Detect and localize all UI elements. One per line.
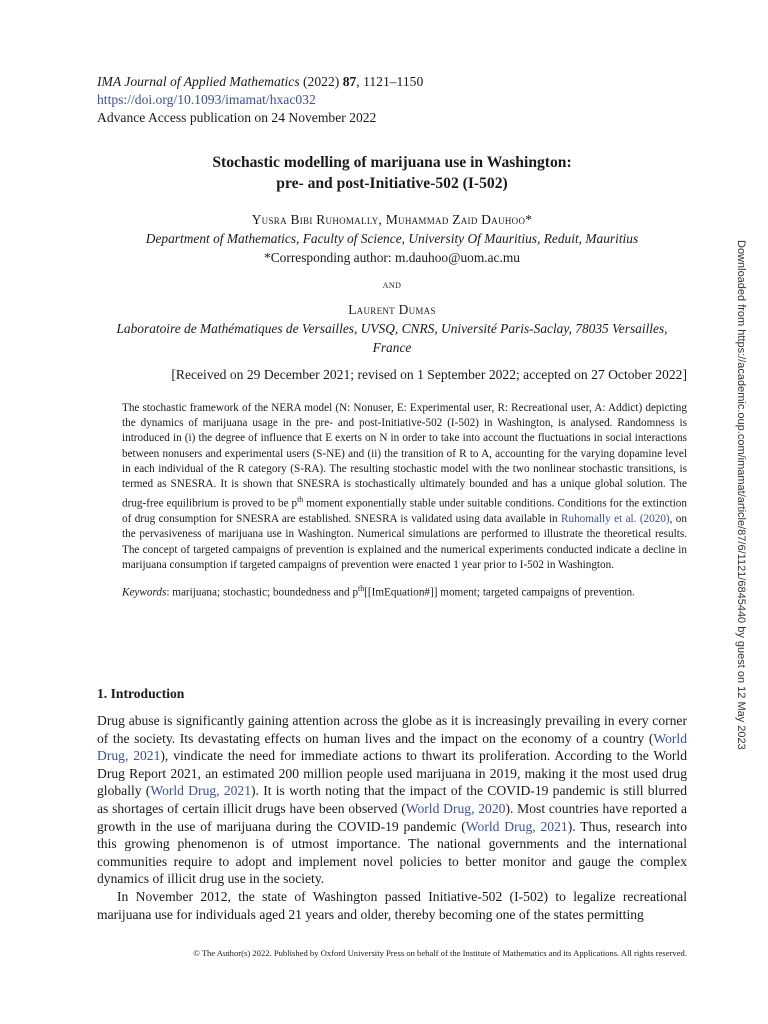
citation-link[interactable]: World Drug, 2020: [405, 800, 506, 816]
keywords-text-2: [[ImEquation#]] moment; targeted campaigns of prevention.: [364, 586, 635, 599]
keywords-text-1: : marijuana; stochastic; boundedness and p: [166, 586, 359, 599]
abstract-citation-link[interactable]: Ruhomally et al. (2020): [561, 513, 670, 526]
author-names: Yusra Bibi Ruhomally, Muhammad Zaid Dauhoo*: [251, 212, 533, 227]
body-text: [97, 712, 687, 923]
citation-link[interactable]: World Drug, 2021: [465, 818, 568, 834]
abstract: [122, 401, 687, 601]
download-watermark-text: Downloaded from https://academic.oup.com/imamat/article/87/6/1121/6845440 by guest on 12 May 2023: [735, 240, 747, 750]
abstract-part-1: The stochastic framework of the NERA model (N: Nonuser, E: Experimental user, R: Recreational user, A: Addict) depicting the dynamics of marijuana usage in the pre- and post-Initiative-502 (I-502) in Washington, is analysed. Randomness is introduced in (i) the degree of influence that E exerts on N in order to take into account the fluctuations in social interactions between nonusers and experimental users (S-NE) and (ii) the transition of R to A, accounting for the varying dopamine level in each individual of the R category (S-RA). The resulting stochastic model with the two nonlinear stochastic transitions, is termed as SNESRA. It is shown that SNESRA is stochastically ultimately bounded and has a unique global solution. The drug-free equilibrium is proved to be p: [122, 402, 687, 510]
abstract-part-3: , on the pervasiveness of marijuana use in Washington. Numerical simulations are performed to illustrate the theoretical results. The concept of targeted campaigns of prevention is explained and the numerical experiments conducted indicate a decline in marijuana consumption if targeted campaigns of prevention were enacted 1 year prior to I-502 in Washington.: [122, 513, 687, 571]
p1-text-c: ). It is worth noting that the impact of the COVID-19 pandemic is still blurred as shortages of certain illicit drugs have been observed (: [97, 783, 688, 816]
abstract-superscript: th: [297, 495, 304, 505]
paragraph-1: [97, 712, 687, 888]
author-block-2: [97, 300, 687, 357]
download-watermark: [733, 240, 747, 800]
author-block: [97, 210, 687, 267]
copyright-footer: © The Author(s) 2022. Published by Oxford University Press on behalf of the Institute of Mathematics and its Applications. All rights reserved.: [193, 948, 687, 958]
corresponding-author: *Corresponding author: m.dauhoo@uom.ac.mu: [264, 250, 520, 265]
doi-link[interactable]: https://doi.org/10.1093/imamat/hxac032: [97, 92, 316, 107]
author-and: and: [382, 277, 402, 291]
keywords-superscript: th: [358, 583, 365, 593]
journal-header: [97, 73, 423, 127]
citation-link[interactable]: World Drug, 2021: [97, 730, 687, 764]
advance-access: Advance Access publication on 24 November 2022: [97, 110, 377, 125]
article-title: [97, 152, 687, 194]
author-affiliation: Department of Mathematics, Faculty of Science, University Of Mauritius, Reduit, Mauritius: [145, 231, 639, 246]
keywords-label: Keywords: [122, 586, 167, 599]
author-affiliation-2: Laboratoire de Mathématiques de Versailles, UVSQ, CNRS, Université Paris-Saclay, 78035 Versailles, France: [116, 321, 668, 355]
p1-text-b: ), vindicate the need for immediate actions to thwart its proliferation. According to the World Drug Report 2021, an estimated 200 million people used marijuana in 2019, making it the most used drug globally (: [97, 748, 687, 799]
author-name-2: Laurent Dumas: [348, 302, 436, 317]
received-dates: [Received on 29 December 2021; revised on 1 September 2022; accepted on 27 October 2022]: [171, 367, 687, 382]
journal-citation: [97, 73, 423, 91]
journal-year: (2022): [303, 74, 340, 89]
journal-pages: , 1121–1150: [356, 74, 424, 89]
p1-text-d: ). Most countries have reported a growth in the use of marijuana during the COVID-19 pandemic (: [97, 800, 687, 834]
abstract-text: [122, 401, 687, 573]
paragraph-2: In November 2012, the state of Washington passed Initiative-502 (I-502) to legalize recreational marijuana use for individuals aged 21 years and older, thereby becoming one of the states permitting: [97, 888, 687, 922]
p1-text-a: Drug abuse is significantly gaining attention across the globe as it is increasingly prevailing in every corner of the society. Its devastating effects on human lives and the impact on the economy of a country (: [97, 713, 687, 746]
keywords: [122, 581, 687, 601]
p1-text-e: ). Thus, research into this growing phenomenon is of utmost importance. The national governments and the international communities require to adopt and implement novel policies to better monitor and gauge the complex dynamics of illicit drug use in the society.: [97, 818, 687, 887]
journal-name: IMA Journal of Applied Mathematics: [97, 74, 300, 89]
title-line-1: Stochastic modelling of marijuana use in Washington:: [212, 154, 572, 171]
abstract-part-2: moment exponentially stable under suitable conditions. Conditions for the extinction of drug consumption for SNESRA are established. SNESRA is validated using data available in: [122, 497, 687, 526]
citation-link[interactable]: World Drug, 2021: [150, 783, 252, 799]
section-heading: 1. Introduction: [97, 686, 185, 701]
title-line-2: pre- and post-Initiative-502 (I-502): [276, 175, 508, 192]
journal-volume: 87: [342, 74, 357, 89]
